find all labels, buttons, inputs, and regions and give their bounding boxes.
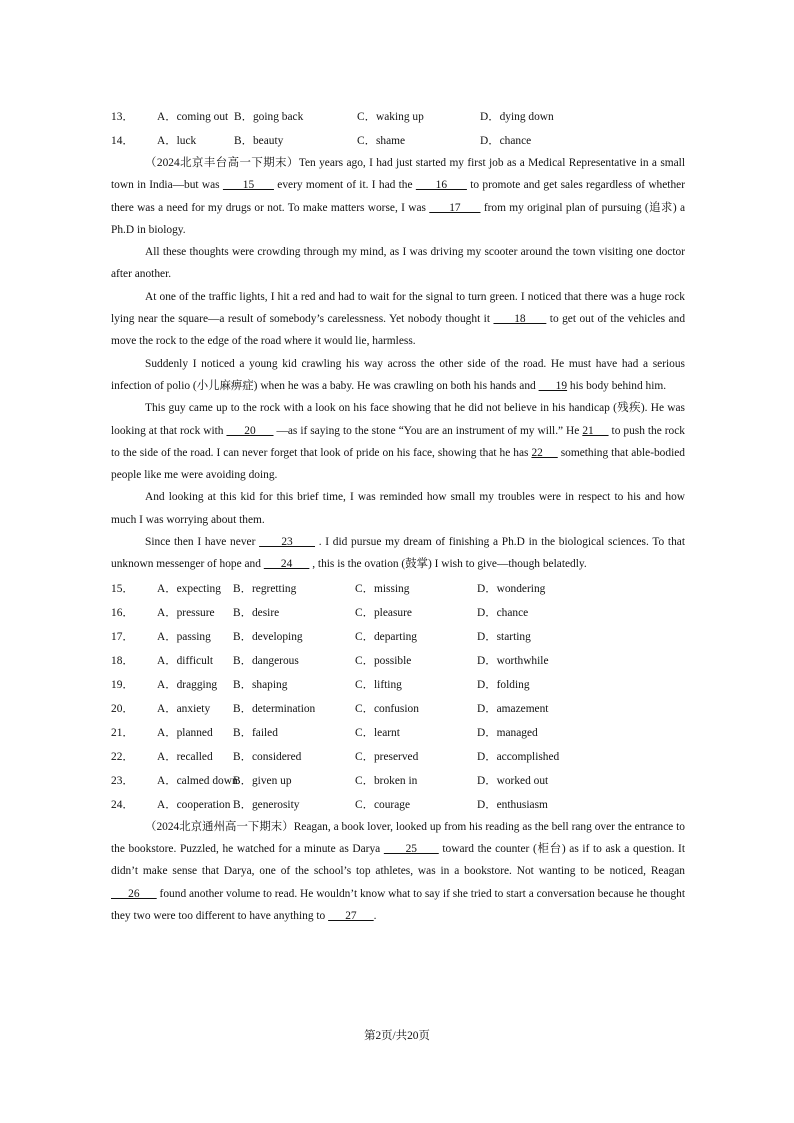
text: （2024北京通州高一下期末）Reagan, a book lover, looked up from his reading as the bell rang over the entrance to the bookstore. Puzzled, he watched for a minute as Darya (111, 820, 685, 855)
option-c: C．shame (357, 135, 406, 147)
option-a: A．calmed down (157, 774, 238, 787)
question-15 (111, 576, 685, 600)
text: from my original plan of pursuing (追求) a Ph.D in biology. (111, 201, 686, 236)
page-number-footer: 第2页/共20页 (364, 1030, 430, 1042)
question-number: 13． (111, 111, 134, 123)
option-a: A．anxiety (157, 702, 211, 715)
question-list (111, 576, 685, 816)
text: （2024北京丰台高一下期末）Ten years ago, I had just started my first job as a Medical Representative in a small town in India—but was (111, 157, 685, 192)
passage-1 (111, 152, 685, 576)
question-number: 17． (111, 630, 134, 643)
blank-27: 27 (328, 909, 374, 922)
text: Suddenly I noticed a young kid crawling his way across the other side of the road. He must have had a serious infection of polio (小儿麻痹症) when he was a baby. He was crawling on both his hands and (111, 357, 685, 392)
question-number: 24． (111, 798, 134, 811)
blank-22: 22 (531, 446, 558, 459)
text: , this is the ovation (鼓掌) I wish to give—though belatedly. (309, 558, 587, 571)
text: Since then I have never (145, 536, 260, 549)
option-a: A．expecting (157, 582, 221, 595)
option-a: A．luck (157, 135, 197, 147)
option-c: C．preserved (355, 750, 419, 763)
option-d: D．wondering (477, 582, 546, 595)
option-b: B．regretting (233, 582, 297, 595)
option-d: D．chance (477, 606, 529, 619)
option-c: C．confusion (355, 702, 419, 715)
option-a: A．difficult (157, 654, 214, 667)
option-c: C．lifting (355, 678, 402, 691)
question-24 (111, 792, 685, 816)
option-c: C．pleasure (355, 606, 412, 619)
question-18 (111, 648, 685, 672)
question-17 (111, 624, 685, 648)
blank-19: 19 (538, 379, 568, 392)
option-d: D．starting (477, 630, 531, 643)
text: toward the counter (柜台) as if to ask a question. It didn’t make sense that Darya, one of the school’s top athletes, was in a bookstore. Not wanting to be noticed, Reagan (111, 842, 685, 878)
option-b: B．shaping (233, 678, 288, 691)
option-b: B．failed (233, 726, 278, 739)
paragraph (111, 353, 685, 398)
option-a: A．recalled (157, 750, 213, 763)
question-22 (111, 744, 685, 768)
option-d: D．dying down (480, 111, 554, 123)
blank-18: 18 (493, 313, 547, 326)
option-d: D．folding (477, 678, 530, 691)
text: At one of the traffic lights, I hit a red and had to wait for the signal to turn green. I noticed that there was a huge rock lying near the square—a result of somebody’s carelessness. Yet nobody thought it (111, 290, 685, 326)
option-a: A．coming out (157, 111, 229, 123)
option-c: C．learnt (355, 726, 400, 739)
blank-25: 25 (383, 842, 439, 855)
blank-15: 15 (222, 179, 274, 192)
option-b: B．determination (233, 702, 316, 715)
paragraph (111, 531, 685, 576)
option-d: D．enthusiasm (477, 798, 548, 811)
option-c: C．waking up (357, 111, 424, 123)
option-a: A．planned (157, 726, 213, 739)
paragraph (111, 152, 685, 241)
option-a: A．cooperation (157, 798, 231, 811)
text: every moment of it. I had the (273, 179, 416, 192)
option-c: C．possible (355, 654, 412, 667)
text: This guy came up to the rock with a look on his face showing that he did not believe in his handicap (残疾). He was looking at that rock with (111, 402, 685, 437)
question-number: 22． (111, 750, 134, 763)
blank-21: 21 (582, 424, 609, 437)
paragraph: And looking at this kid for this brief time, I was reminded how small my troubles were in respect to his and how much I was worrying about them. (111, 491, 685, 526)
blank-26: 26 (111, 887, 157, 900)
question-number: 21． (111, 726, 134, 739)
blank-23: 23 (259, 536, 316, 549)
blank-24: 24 (263, 558, 310, 571)
question-14 (111, 128, 685, 152)
option-c: C．departing (355, 630, 418, 643)
text: his body behind him. (567, 379, 667, 392)
text: found another volume to read. He wouldn’t know what to say if she tried to start a conversation because he thought they two were too different to have anything to (111, 887, 685, 922)
text: to promote and get sales regardless of whether there was a need for my drugs or not. To make matters worse, I was (111, 179, 686, 214)
question-number: 19． (111, 678, 134, 691)
question-number: 15． (111, 582, 134, 595)
paragraph (111, 816, 685, 927)
question-21 (111, 720, 685, 744)
question-20 (111, 696, 685, 720)
option-b: B．going back (234, 111, 304, 123)
blank-20: 20 (226, 424, 274, 437)
text: to push the rock to the side of the road. I can never forget that look of pride on his face, showing that he has (111, 424, 685, 459)
question-13 (111, 104, 685, 128)
option-b: B．considered (233, 750, 302, 763)
question-23 (111, 768, 685, 792)
question-19 (111, 672, 685, 696)
option-b: B．beauty (234, 135, 284, 147)
question-number: 23． (111, 774, 134, 787)
question-number: 16． (111, 606, 134, 619)
question-number: 20． (111, 702, 134, 715)
text: to get out of the vehicles and move the rock to the edge of the road where it would lie, harmless. (111, 313, 686, 348)
option-b: B．generosity (233, 798, 300, 811)
option-c: C．missing (355, 582, 410, 595)
paragraph (111, 397, 685, 486)
option-d: D．worthwhile (477, 654, 549, 667)
option-a: A．pressure (157, 606, 215, 619)
text: —as if saying to the stone “You are an instrument of my will.” He (273, 424, 583, 437)
passage-2 (111, 816, 685, 927)
option-a: A．dragging (157, 678, 218, 691)
option-b: B．developing (233, 630, 303, 643)
option-b: B．dangerous (233, 654, 299, 667)
page-content (111, 104, 685, 927)
option-d: D．chance (480, 135, 532, 147)
option-d: D．managed (477, 726, 538, 739)
option-d: D．accomplished (477, 750, 560, 763)
option-c: C．courage (355, 798, 411, 811)
question-number: 18． (111, 654, 134, 667)
question-16 (111, 600, 685, 624)
text: something that able-bodied people like me were avoiding doing. (111, 446, 685, 482)
option-d: D．worked out (477, 774, 549, 787)
option-b: B．desire (233, 606, 280, 619)
option-a: A．passing (157, 630, 211, 643)
text: . (373, 909, 377, 922)
question-number: 14． (111, 135, 134, 147)
text: . I did pursue my dream of finishing a Ph.D in the biological sciences. To that unknown messenger of hope and (111, 536, 685, 571)
blank-17: 17 (429, 201, 481, 214)
option-d: D．amazement (477, 702, 549, 715)
paragraph: All these thoughts were crowding through my mind, as I was driving my scooter around the town visiting one doctor after another. (111, 246, 685, 281)
blank-16: 16 (415, 179, 467, 192)
paragraph (111, 286, 685, 353)
option-c: C．broken in (355, 774, 418, 787)
option-b: B．given up (233, 774, 292, 787)
